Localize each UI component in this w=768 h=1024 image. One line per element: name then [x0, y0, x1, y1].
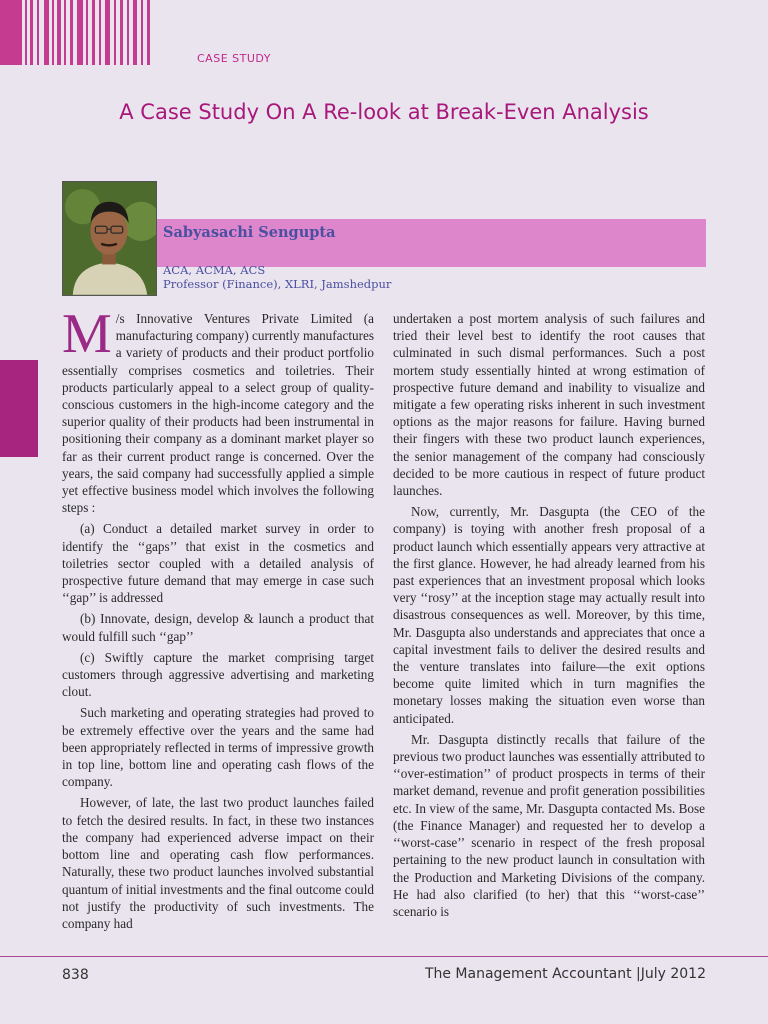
article-right-column: [393, 310, 705, 950]
paragraph: Such marketing and operating strategies had proved to be extremely effective over the years and the same had been appropriately reflected in terms of impressive growth in top line, bottom line and operating cash flows of the company.: [62, 705, 374, 790]
paragraph: Mr. Dasgupta distinctly recalls that failure of the previous two product launches was essentially attributed to ‘‘over-estimation’’ of product prospects in terms of their market demand, revenue and profit generation possibilities etc. In view of the same, Mr. Dasgupta contacted Ms. Bose (the Finance Manager) and requested her to develop a ‘‘worst-case’’ scenario in respect of the fresh proposal pertaining to the new product launch in consultation with the Production and Marketing Divisions of the company. He had also clarified (to her) that this ‘‘worst-case’’ scenario is: [393, 731, 705, 919]
paragraph: (a) Conduct a detailed market survey in order to identify the ‘‘gaps’’ that exist in the cosmetics and toiletries sector coupled with a detailed analysis of prospective future demand that may emerge in case such ‘‘gap’’ is addressed: [62, 521, 374, 606]
drop-cap: M: [62, 310, 112, 365]
article-title: A Case Study On A Re-look at Break-Even Analysis: [119, 100, 649, 124]
section-label: CASE STUDY: [197, 52, 271, 65]
paragraph-text: /s Innovative Ventures Private Limited (a manufacturing company) currently manufactures a variety of products and their product portfolio essentially comprises cosmetics and toiletries. Their products particularly appeal to a select group of quality-conscious customers in the high-income category and the superior quality of their products had been instrumental in positioning their company as a dominant market player so far as their current product range is concerned. Over the years, the said company had successfully applied a simple yet effective business model which involves the following steps :: [62, 311, 374, 516]
paragraph: Now, currently, Mr. Dasgupta (the CEO of the company) is toying with another fresh proposal of a product launch which essentially appears very attractive at the first glance. However, he had already learned from his past experiences that an investment proposal which looks very ‘‘rosy’’ at the inception stage may actually result into disastrous consequences as well. Moreover, by this time, Mr. Dasgupta also understands and appreciates that once a capital investment fails to deliver the desired results and the venture translates into failure—the exit options become quite limited which in turn magnifies the monetary losses making the situation even worse than anticipated.: [393, 504, 705, 726]
header-stripes: [0, 0, 152, 65]
author-credentials: ACA, ACMA, ACS: [163, 263, 266, 277]
author-photo: [62, 181, 157, 296]
article-left-column: [62, 310, 374, 950]
paragraph: undertaken a post mortem analysis of such failures and tried their level best to identify the root causes that culminated in such dismal performances. Such a post mortem study essentially hinted at wrong estimation of prospective future demand and inability to visualize and mitigate a few operating risks inherent in such investment options as the major reasons for failure. Having burned their fingers with these two product launch experiences, the senior management of the company had consciously decided to be more cautious in respect of future product launches.: [393, 311, 705, 499]
page-number: 838: [62, 967, 89, 983]
author-name: Sabyasachi Sengupta: [163, 224, 336, 241]
paragraph: [62, 310, 374, 516]
side-tab-decoration: [0, 360, 38, 457]
footer-divider: [0, 956, 768, 957]
journal-name: The Management Accountant |July 2012: [424, 966, 706, 982]
paragraph: (c) Swiftly capture the market comprising target customers through aggressive advertising and marketing clout.: [62, 649, 374, 700]
paragraph: However, of late, the last two product launches failed to fetch the desired results. In fact, in these two instances the company had experienced adverse impact on their bottom line and operating cash flow performances. Naturally, these two product launches involved substantial quantum of initial investments and the final outcome could not justify the productivity of such investments. The company had: [62, 795, 374, 931]
paragraph: (b) Innovate, design, develop & launch a product that would fulfill such ‘‘gap’’: [62, 611, 374, 644]
author-affiliation: Professor (Finance), XLRI, Jamshedpur: [163, 277, 392, 291]
